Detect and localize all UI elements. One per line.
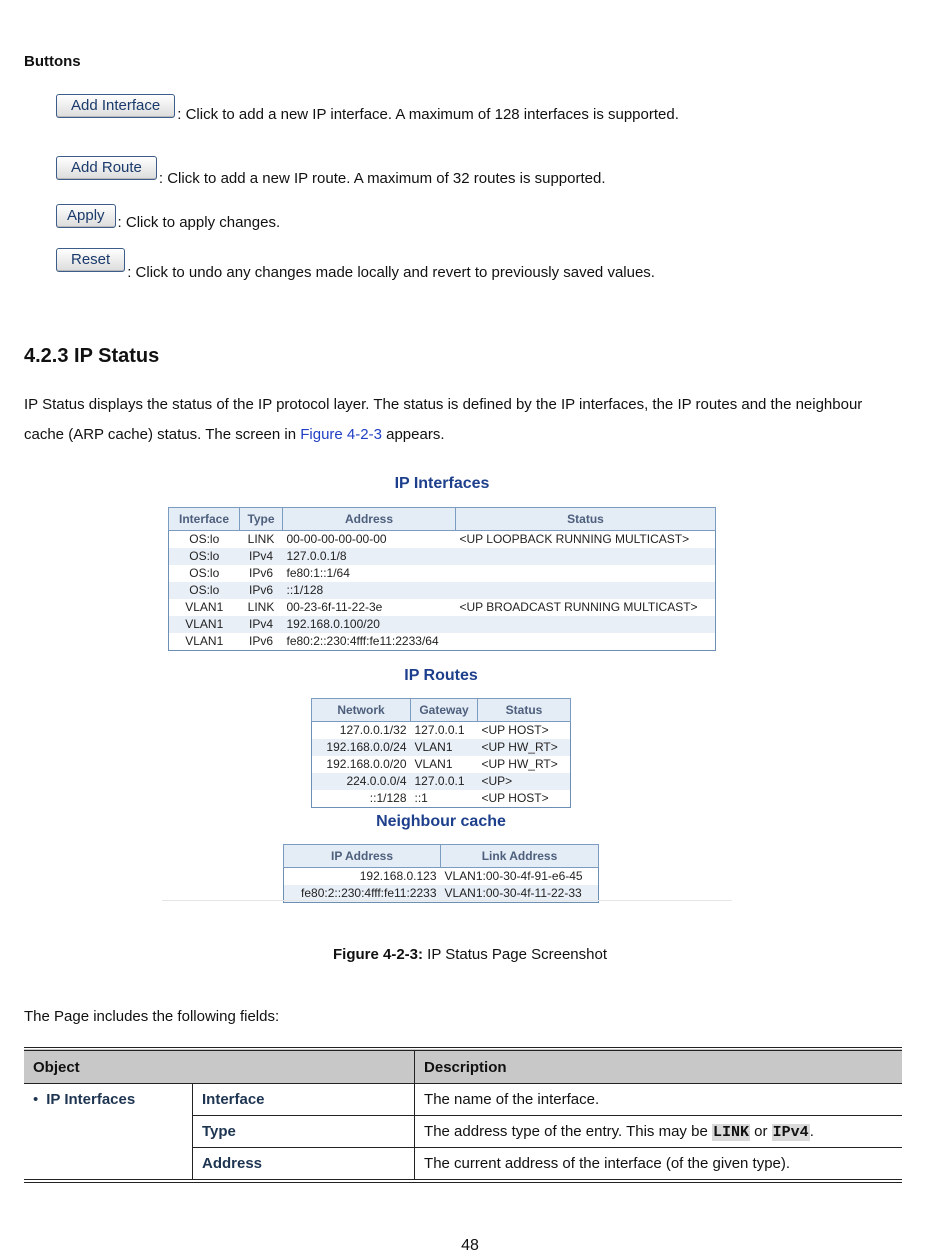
header-network: Network [312,699,411,722]
cell-status: <UP BROADCAST RUNNING MULTICAST> [459,600,698,614]
neighbour-cache-table [283,844,599,903]
figure-divider [162,900,732,901]
header-interface: Interface [169,508,240,531]
table-row [169,599,716,616]
ip-interfaces-title: IP Interfaces [394,475,490,492]
cell-route-status: <UP HW_RT> [481,757,558,771]
cell-link-address: VLAN1:00-30-4f-91-e6-45 [444,869,583,883]
cell-interface: OS:lo [189,532,220,546]
reset-button[interactable]: Reset [56,248,125,272]
table-row [169,565,716,582]
add-route-description: : Click to add a new IP route. A maximum of 32 routes is supported. [158,170,606,187]
cell-ip-address: 192.168.0.123 [359,869,437,883]
cell-type: IPv6 [248,634,273,648]
cell-interface: OS:lo [169,548,240,565]
cell-status: <UP LOOPBACK RUNNING MULTICAST> [459,532,690,546]
table-row [312,790,571,808]
ip-routes-title: IP Routes [404,667,478,684]
neighbour-cache-header-row [284,845,599,868]
add-interface-button[interactable]: Add Interface [56,94,175,118]
field-description: The current address of the interface (of the given type). [415,1148,902,1182]
cell-type: IPv4 [240,616,283,633]
ip-routes-header-row [312,699,571,722]
table-row [169,548,716,565]
cell-type: LINK [247,532,275,546]
table-row [312,773,571,790]
cell-link-address: VLAN1:00-30-4f-11-22-33 [441,885,599,903]
desc-header-row [24,1049,902,1084]
cell-route-status: <UP> [478,773,571,790]
fields-intro: The Page includes the following fields: [24,1008,280,1025]
field-description [415,1116,902,1148]
paragraph-text-end: appears. [381,426,445,443]
cell-status [456,565,716,582]
code-link: LINK [712,1123,749,1141]
cell-gateway: 127.0.0.1 [414,723,465,737]
cell-gateway: VLAN1 [414,757,453,771]
cell-interface: OS:lo [169,582,240,599]
cell-network: ::1/128 [369,791,407,805]
cell-address: 00-00-00-00-00-00 [286,532,387,546]
group-cell [24,1084,193,1182]
header-type: Type [240,508,283,531]
apply-button[interactable]: Apply [56,204,116,228]
cell-address: 127.0.0.1/8 [283,548,456,565]
add-interface-description: : Click to add a new IP interface. A maximum of 128 interfaces is supported. [177,106,679,123]
field-name: Interface [193,1084,415,1116]
ip-interfaces-table [168,507,716,651]
ip-routes-table [311,698,571,808]
cell-address: ::1/128 [283,582,456,599]
table-row [24,1084,902,1116]
cell-status [456,616,716,633]
cell-status [456,548,716,565]
header-address: Address [283,508,456,531]
table-row [169,582,716,599]
section-title: 4.2.3 IP Status [24,345,160,367]
field-name: Type [193,1116,415,1148]
cell-status [456,633,716,651]
header-status: Status [456,508,716,531]
cell-ip-address: fe80:2::230:4fff:fe11:2233 [284,885,441,903]
header-route-status: Status [478,699,571,722]
apply-row [56,204,280,231]
table-row [169,633,716,651]
field-description: The name of the interface. [415,1084,902,1116]
add-route-row [56,156,606,187]
reset-row [56,248,655,281]
cell-network: 127.0.0.1/32 [339,723,407,737]
desc-text: . [809,1122,814,1140]
cell-gateway: 127.0.0.1 [411,773,478,790]
figure-label: Figure 4-2-3: [332,946,423,963]
cell-gateway: ::1 [414,791,428,805]
desc-text: The address type of the entry. This may be [424,1122,712,1140]
cell-type: IPv6 [248,566,273,580]
table-row [312,739,571,756]
table-row [169,616,716,633]
ip-interfaces-header-row [169,508,716,531]
cell-type: IPv6 [240,582,283,599]
bullet-icon: • [33,1091,39,1108]
header-object: Object [24,1049,415,1084]
table-row [284,868,599,886]
cell-status [456,582,716,599]
neighbour-cache-title: Neighbour cache [376,813,506,830]
cell-route-status: <UP HOST> [481,723,549,737]
cell-address: 00-23-6f-11-22-3e [286,600,383,614]
section-paragraph [24,390,904,450]
buttons-heading: Buttons [24,53,81,70]
cell-type: LINK [247,600,275,614]
cell-type: IPv4 [240,548,283,565]
code-ipv4: IPv4 [772,1123,809,1141]
header-gateway: Gateway [411,699,478,722]
cell-interface: OS:lo [189,566,220,580]
cell-interface: VLAN1 [169,616,240,633]
reset-description: : Click to undo any changes made locally and revert to previously saved values. [127,264,655,281]
field-name: Address [193,1148,415,1182]
cell-gateway: VLAN1 [411,739,478,756]
header-ip-address: IP Address [284,845,441,868]
fields-description-table [24,1047,902,1183]
group-label: IP Interfaces [46,1091,136,1108]
desc-text: or [749,1122,772,1140]
cell-network: 224.0.0.0/4 [312,773,411,790]
table-row [312,722,571,740]
add-route-button[interactable]: Add Route [56,156,157,180]
page-number: 48 [461,1237,479,1254]
paragraph-text-start: IP Status displays the status of the IP protocol layer. The status is defined by the IP interfaces, the IP routes and the neighbour cache (ARP cache) status. The screen in [24,396,863,443]
header-description: Description [415,1049,902,1084]
cell-network: 192.168.0.0/24 [312,739,411,756]
cell-address: fe80:2::230:4fff:fe11:2233/64 [286,634,439,648]
figure-caption [0,946,940,963]
cell-route-status: <UP HW_RT> [478,739,571,756]
apply-description: : Click to apply changes. [117,214,281,231]
header-link-address: Link Address [441,845,599,868]
table-row [169,531,716,549]
cell-interface: VLAN1 [185,600,224,614]
add-interface-row [56,94,679,123]
cell-network: 192.168.0.0/20 [326,757,407,771]
cell-route-status: <UP HOST> [481,791,549,805]
cell-interface: VLAN1 [185,634,224,648]
table-row [312,756,571,773]
figure-caption-text: IP Status Page Screenshot [423,946,608,963]
cell-address: fe80:1::1/64 [286,566,350,580]
cell-address: 192.168.0.100/20 [283,616,456,633]
figure-link[interactable]: Figure 4-2-3 [300,426,382,443]
